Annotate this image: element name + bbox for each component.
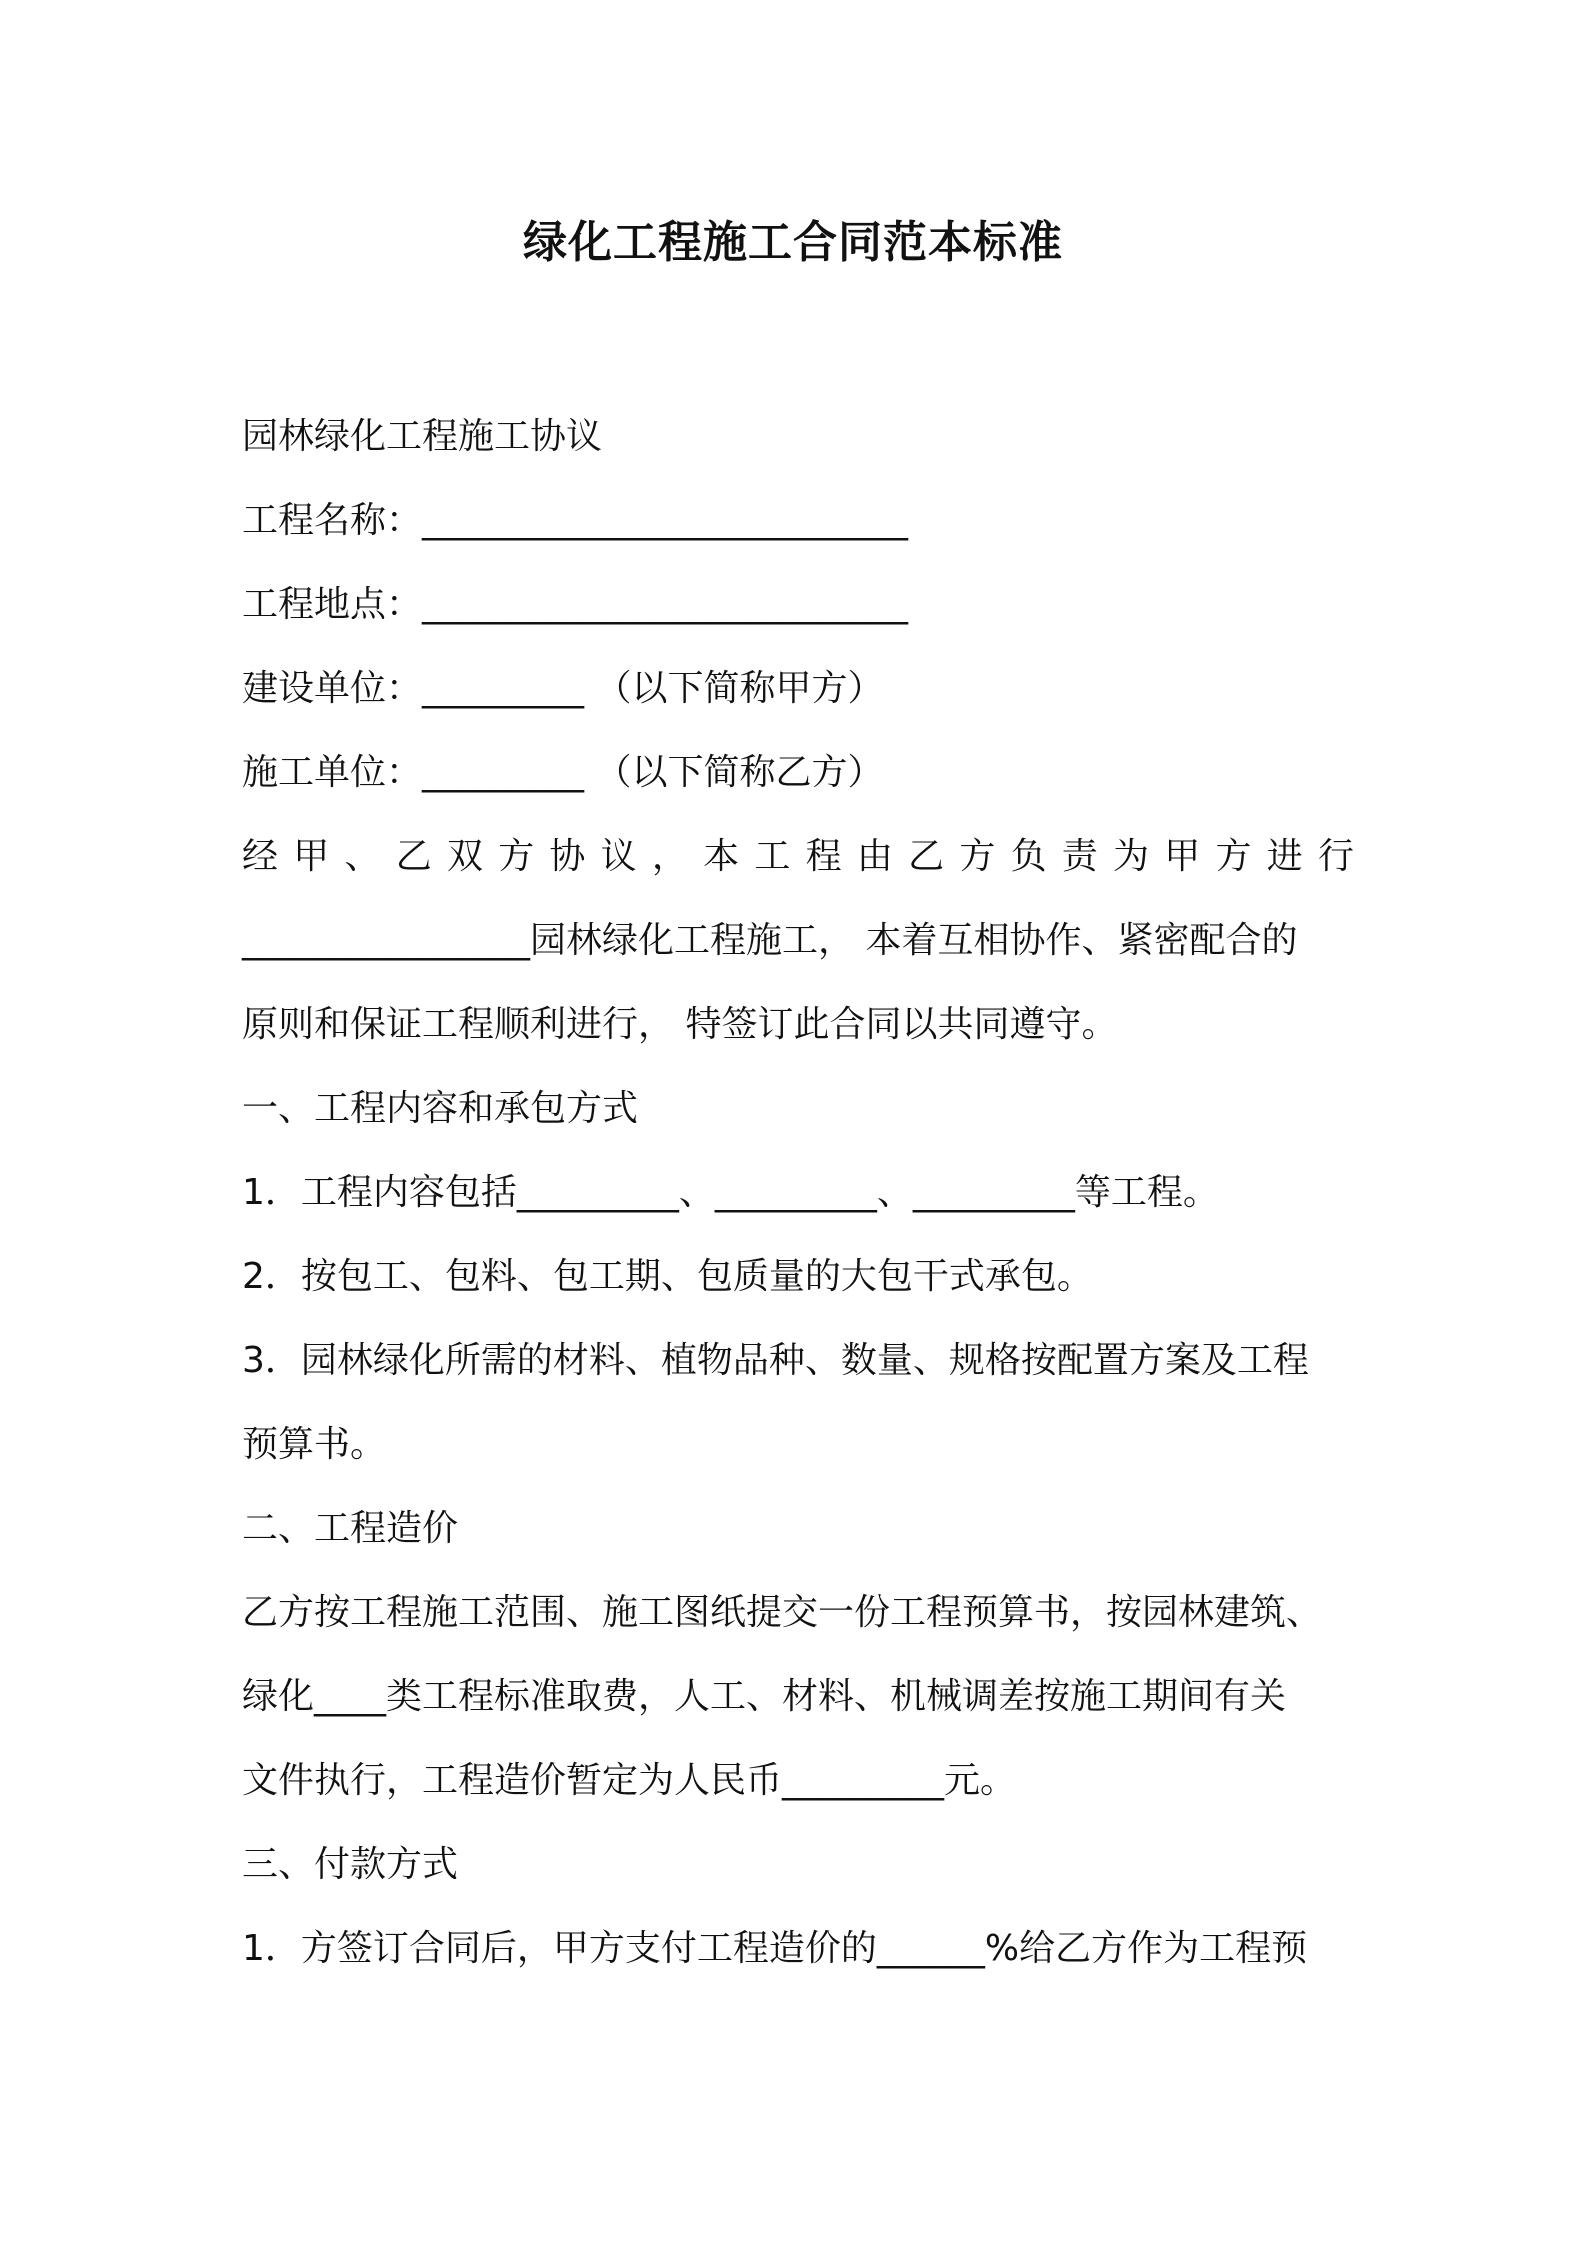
payment-item-1: 1．方签订合同后，甲方支付工程造价的______%给乙方作为工程预 (242, 1928, 1308, 1969)
scope-item-1: 1．工程内容包括_________、_________、_________等工程。 (242, 1172, 1219, 1213)
scope-item-3-line-2: 预算书。 (242, 1424, 387, 1465)
cost-paragraph-line-1: 乙方按工程施工范围、施工图纸提交一份工程预算书，按园林建筑、 (242, 1592, 1323, 1633)
scope-item-2: 2．按包工、包料、包工期、包质量的大包干式承包。 (242, 1256, 1093, 1297)
owner-unit-field: 建设单位：_________ （以下简称甲方） (242, 668, 884, 709)
cost-paragraph-line-3: 文件执行，工程造价暂定为人民币_________元。 (242, 1760, 1017, 1801)
intro-paragraph-line-3: 原则和保证工程顺利进行， 特签订此合同以共同遵守。 (242, 1004, 1118, 1045)
section-heading-scope: 一、工程内容和承包方式 (242, 1088, 639, 1129)
project-name-field: 工程名称：___________________________ (242, 500, 909, 541)
intro-paragraph-line-2: ________________园林绿化工程施工， 本着互相协作、紧密配合的 (242, 920, 1298, 961)
section-heading-payment: 三、付款方式 (242, 1844, 459, 1885)
document-title: 绿化工程施工合同范本标准 (523, 217, 1063, 268)
contractor-unit-field: 施工单位：_________ （以下简称乙方） (242, 752, 884, 793)
agreement-heading: 园林绿化工程施工协议 (242, 416, 603, 457)
section-heading-cost: 二、工程造价 (242, 1508, 459, 1549)
project-location-field: 工程地点：___________________________ (242, 584, 909, 625)
cost-paragraph-line-2: 绿化____类工程标准取费，人工、材料、机械调差按施工期间有关 (242, 1676, 1287, 1717)
scope-item-3-line-1: 3．园林绿化所需的材料、植物品种、数量、规格按配置方案及工程 (242, 1340, 1309, 1381)
intro-paragraph-line-1: 经 甲 、 乙 双 方 协 议 ， 本 工 程 由 乙 方 负 责 为 甲 方 进 行 (242, 836, 1354, 877)
